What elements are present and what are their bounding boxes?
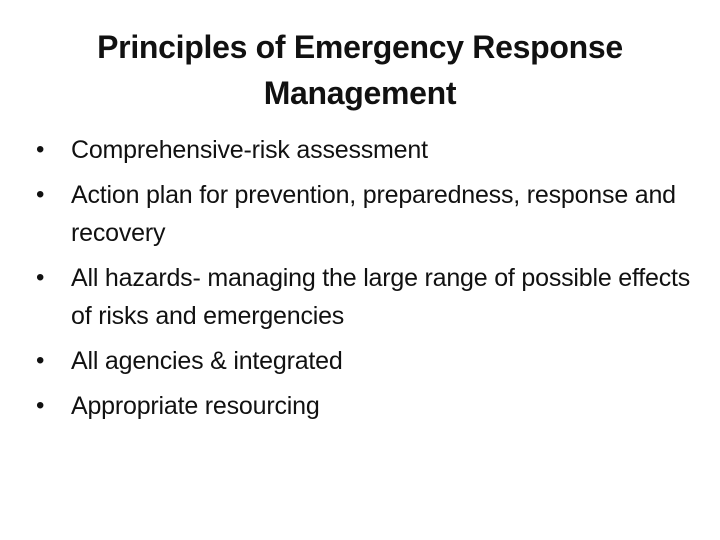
bullet-icon: • bbox=[36, 264, 45, 291]
bullet-item bbox=[36, 131, 696, 169]
bullet-item bbox=[36, 387, 696, 425]
bullet-icon: • bbox=[36, 347, 45, 374]
bullet-item bbox=[36, 176, 696, 252]
bullet-item bbox=[36, 259, 696, 335]
bullet-icon: • bbox=[36, 181, 45, 208]
bullet-text: All hazards- managing the large range of possible effects of risks and emergencies bbox=[71, 264, 691, 330]
bullet-text: Appropriate resourcing bbox=[71, 392, 320, 420]
bullet-text: Comprehensive-risk assessment bbox=[71, 136, 428, 164]
bullet-item bbox=[36, 342, 696, 380]
bullet-list bbox=[36, 131, 696, 432]
bullet-text: All agencies & integrated bbox=[71, 347, 343, 375]
bullet-icon: • bbox=[36, 392, 45, 419]
slide-title: Principles of Emergency Response Management bbox=[97, 29, 623, 111]
bullet-icon: • bbox=[36, 136, 45, 163]
bullet-text: Action plan for prevention, preparedness, response and recovery bbox=[71, 181, 676, 247]
